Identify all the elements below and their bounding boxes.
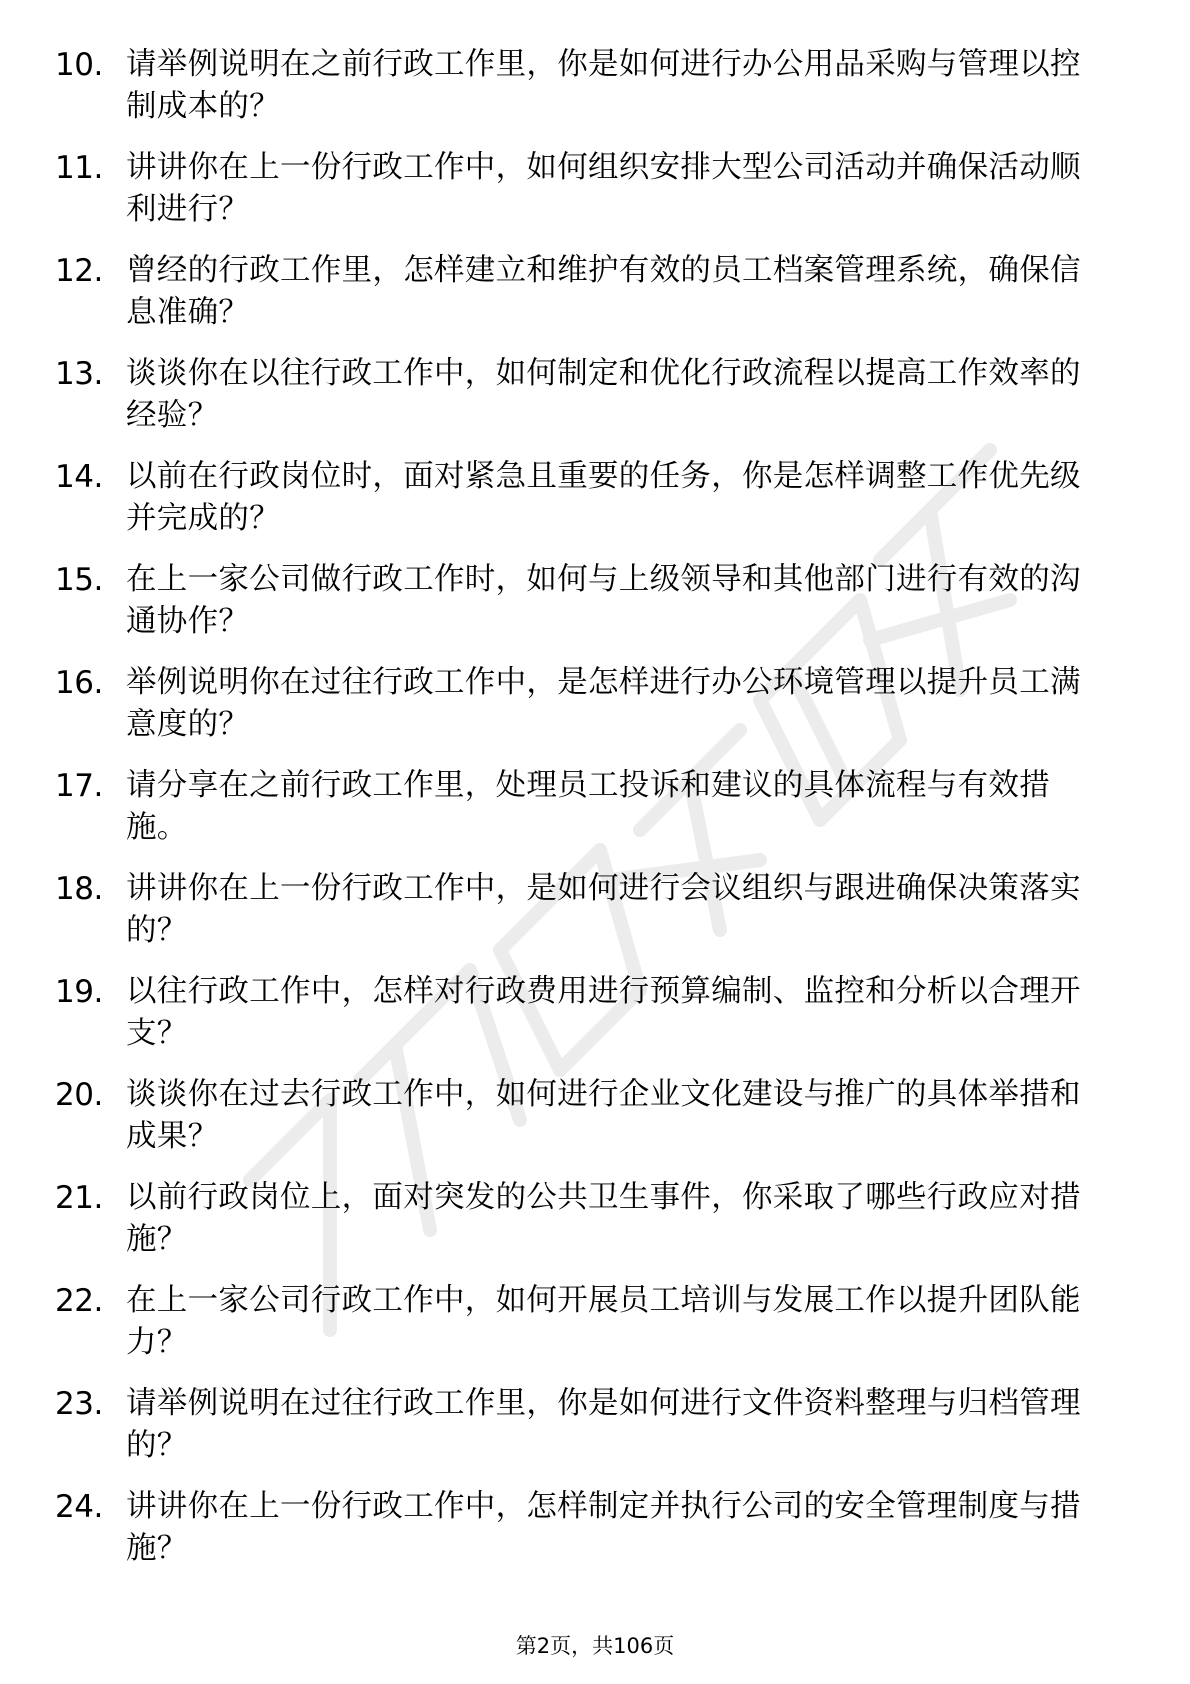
page-number-label: 第2页，共106页 [515, 1634, 675, 1658]
list-item [0, 147, 1190, 250]
question-number: 14. [55, 459, 103, 495]
question-number: 10. [55, 47, 103, 83]
question-number: 24. [55, 1489, 103, 1525]
question-number: 19. [55, 974, 103, 1010]
question-text: 谈谈你在以往行政工作中，如何制定和优化行政流程以提高工作效率的经验？ [126, 356, 1081, 433]
question-text: 举例说明你在过往行政工作中，是怎样进行办公环境管理以提升员工满意度的？ [126, 665, 1081, 742]
question-number: 17. [55, 768, 103, 804]
page-footer [0, 1631, 1190, 1661]
list-item [0, 868, 1190, 971]
question-number: 20. [55, 1077, 103, 1113]
question-text: 讲讲你在上一份行政工作中，怎样制定并执行公司的安全管理制度与措施？ [126, 1489, 1081, 1566]
list-item [0, 559, 1190, 662]
question-text: 以前在行政岗位时，面对紧急且重要的任务，你是怎样调整工作优先级并完成的？ [126, 459, 1081, 536]
question-number: 15. [55, 562, 103, 598]
list-item [0, 1280, 1190, 1383]
question-text: 谈谈你在过去行政工作中，如何进行企业文化建设与推广的具体举措和成果？ [126, 1077, 1081, 1154]
list-item [0, 1486, 1190, 1589]
list-item [0, 456, 1190, 559]
list-item [0, 250, 1190, 353]
list-item [0, 1074, 1190, 1177]
question-number: 22. [55, 1283, 103, 1319]
question-text: 以往行政工作中，怎样对行政费用进行预算编制、监控和分析以合理开支？ [126, 974, 1081, 1051]
question-text: 在上一家公司行政工作中，如何开展员工培训与发展工作以提升团队能力？ [126, 1283, 1081, 1360]
list-item [0, 662, 1190, 765]
question-number: 23. [55, 1386, 103, 1422]
list-item [0, 1177, 1190, 1280]
question-text: 曾经的行政工作里，怎样建立和维护有效的员工档案管理系统，确保信息准确？ [126, 253, 1081, 330]
list-item [0, 765, 1190, 868]
list-item [0, 44, 1190, 147]
question-text: 在上一家公司做行政工作时，如何与上级领导和其他部门进行有效的沟通协作？ [126, 562, 1081, 639]
question-number: 11. [55, 150, 103, 186]
question-text: 讲讲你在上一份行政工作中，如何组织安排大型公司活动并确保活动顺利进行？ [126, 150, 1081, 227]
question-text: 讲讲你在上一份行政工作中，是如何进行会议组织与跟进确保决策落实的？ [126, 871, 1081, 948]
question-number: 12. [55, 253, 103, 289]
question-list [0, 44, 1190, 1589]
question-text: 请举例说明在过往行政工作里，你是如何进行文件资料整理与归档管理的？ [126, 1386, 1081, 1463]
question-number: 16. [55, 665, 103, 701]
question-text: 以前行政岗位上，面对突发的公共卫生事件，你采取了哪些行政应对措施？ [126, 1180, 1081, 1257]
question-number: 21. [55, 1180, 103, 1216]
list-item [0, 1383, 1190, 1486]
list-item [0, 353, 1190, 456]
question-number: 13. [55, 356, 103, 392]
question-number: 18. [55, 871, 103, 907]
question-text: 请举例说明在之前行政工作里，你是如何进行办公用品采购与管理以控制成本的？ [126, 47, 1081, 124]
list-item [0, 971, 1190, 1074]
question-text: 请分享在之前行政工作里，处理员工投诉和建议的具体流程与有效措施。 [126, 768, 1050, 845]
